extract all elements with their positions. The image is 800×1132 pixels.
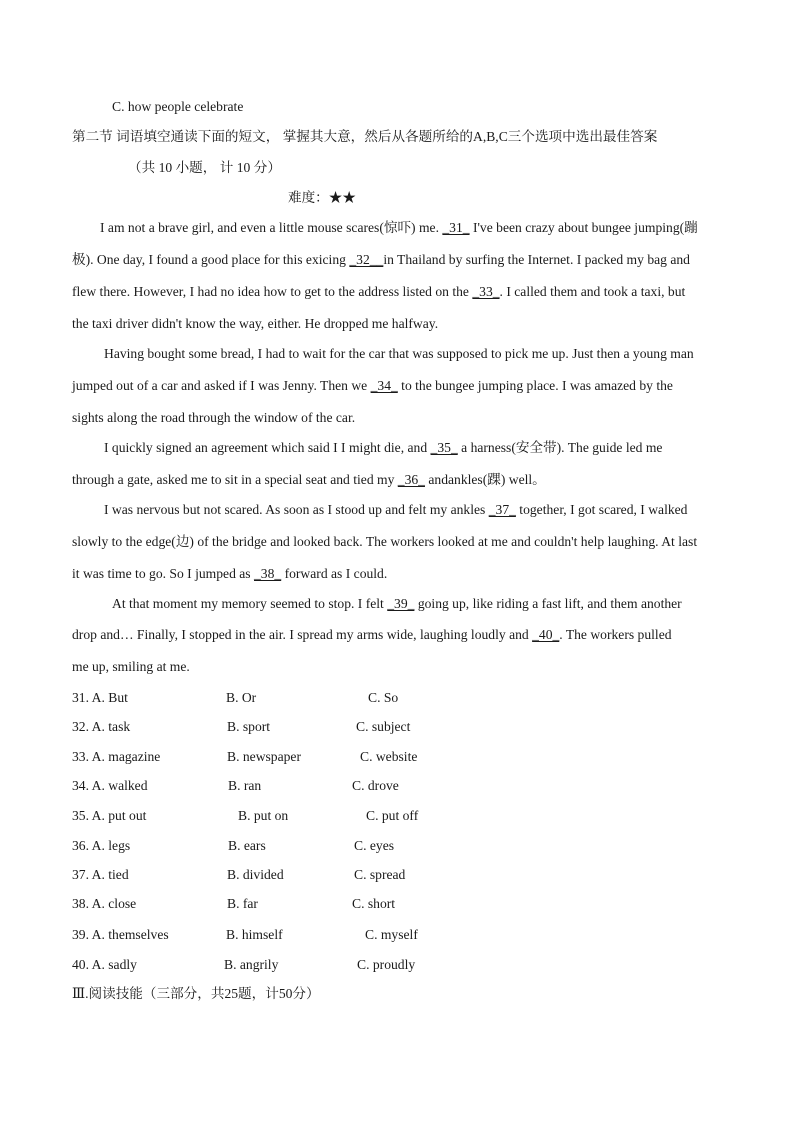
option-c: C. website	[360, 749, 418, 764]
option-a: 35. A. put out	[72, 808, 147, 823]
passage-line-11: slowly to the edge(边) of the bridge and looked back. The workers looked at me and couldn't help laughing. At last	[72, 534, 698, 549]
option-b: B. sport	[227, 719, 271, 734]
option-b: B. divided	[227, 867, 284, 882]
option-a: 37. A. tied	[72, 867, 129, 882]
option-c: C. proudly	[357, 957, 416, 972]
passage-line-12: it was time to go. So I jumped as _38_ forward as I could.	[72, 566, 388, 581]
option-b: B. newspaper	[227, 749, 301, 764]
blank-34: _34_	[370, 378, 398, 393]
option-b: B. far	[227, 896, 258, 911]
blank-36: _36_	[397, 472, 425, 487]
passage-line-9: through a gate, asked me to sit in a special seat and tied my _36_ andankles(踝) well。	[72, 472, 546, 487]
passage-line-8: I quickly signed an agreement which said I I might die, and _35_ a harness(安全带). The guide led me	[104, 440, 663, 455]
option-c: C. So	[368, 690, 399, 705]
blank-35: _35_	[430, 440, 458, 455]
option-a: 40. A. sadly	[72, 957, 137, 972]
option-c: C. drove	[352, 778, 399, 793]
passage-line-3: flew there. However, I had no idea how to get to the address listed on the _33_. I called them and took a taxi, but	[72, 284, 686, 299]
blank-33: _33_	[472, 284, 500, 299]
difficulty-rating	[288, 189, 356, 207]
passage-line-2: 极). One day, I found a good place for this exicing _32__in Thailand by surfing the Internet. I packed my bag and	[72, 252, 690, 267]
option-c: C. spread	[354, 867, 406, 882]
option-b: B. Or	[226, 690, 257, 705]
option-a: 31. A. But	[72, 690, 128, 705]
previous-option-c: C. how people celebrate	[112, 99, 244, 114]
option-a: 36. A. legs	[72, 838, 131, 853]
passage-line-13: At that moment my memory seemed to stop. I felt _39_ going up, like riding a fast lift, and them another	[112, 596, 682, 611]
option-b: B. angrily	[224, 957, 279, 972]
option-c: C. eyes	[354, 838, 395, 853]
difficulty-label: 难度：	[288, 190, 329, 205]
option-c: C. put off	[366, 808, 419, 823]
difficulty-stars: ★★	[328, 190, 356, 205]
option-c: C. subject	[356, 719, 411, 734]
passage-line-7: sights along the road through the window of the car.	[72, 410, 356, 425]
passage-line-6: jumped out of a car and asked if I was Jenny. Then we _34_ to the bungee jumping place. I was amazed by the	[72, 378, 673, 393]
blank-39: _39_	[387, 596, 415, 611]
passage-line-4: the taxi driver didn't know the way, either. He dropped me halfway.	[72, 316, 439, 331]
passage-line-5: Having bought some bread, I had to wait for the car that was supposed to pick me up. Just then a young man	[104, 346, 694, 361]
blank-31: _31_	[442, 220, 470, 235]
option-a: 32. A. task	[72, 719, 131, 734]
section-subheader: （共 10 小题， 计 10 分）	[128, 160, 281, 175]
option-a: 39. A. themselves	[72, 927, 169, 942]
passage-line-15: me up, smiling at me.	[72, 659, 190, 674]
option-b: B. ran	[228, 778, 262, 793]
option-b: B. put on	[238, 808, 289, 823]
passage-line-14: drop and… Finally, I stopped in the air. I spread my arms wide, laughing loudly and _40_. The workers pulled	[72, 627, 672, 642]
blank-40: _40_	[532, 627, 560, 642]
option-a: 34. A. walked	[72, 778, 148, 793]
option-a: 38. A. close	[72, 896, 137, 911]
section-header: 第二节 词语填空通读下面的短文， 掌握其大意，然后从各题所给的A,B,C三个选项中选出最佳答案	[72, 129, 658, 144]
option-c: C. short	[352, 896, 396, 911]
passage-line-10: I was nervous but not scared. As soon as I stood up and felt my ankles _37_ together, I got scared, I walked	[104, 502, 688, 517]
option-a: 33. A. magazine	[72, 749, 161, 764]
option-c: C. myself	[365, 927, 418, 942]
next-section-header: Ⅲ.阅读技能（三部分，共25题，计50分）	[72, 986, 320, 1001]
blank-37: _37_	[488, 502, 516, 517]
passage-line-1: I am not a brave girl, and even a little mouse scares(惊吓) me. _31_ I've been crazy about bungee jumping(蹦	[100, 220, 698, 235]
option-b: B. himself	[226, 927, 283, 942]
blank-38: _38_	[254, 566, 282, 581]
option-b: B. ears	[228, 838, 266, 853]
blank-32: _32__	[349, 252, 384, 267]
